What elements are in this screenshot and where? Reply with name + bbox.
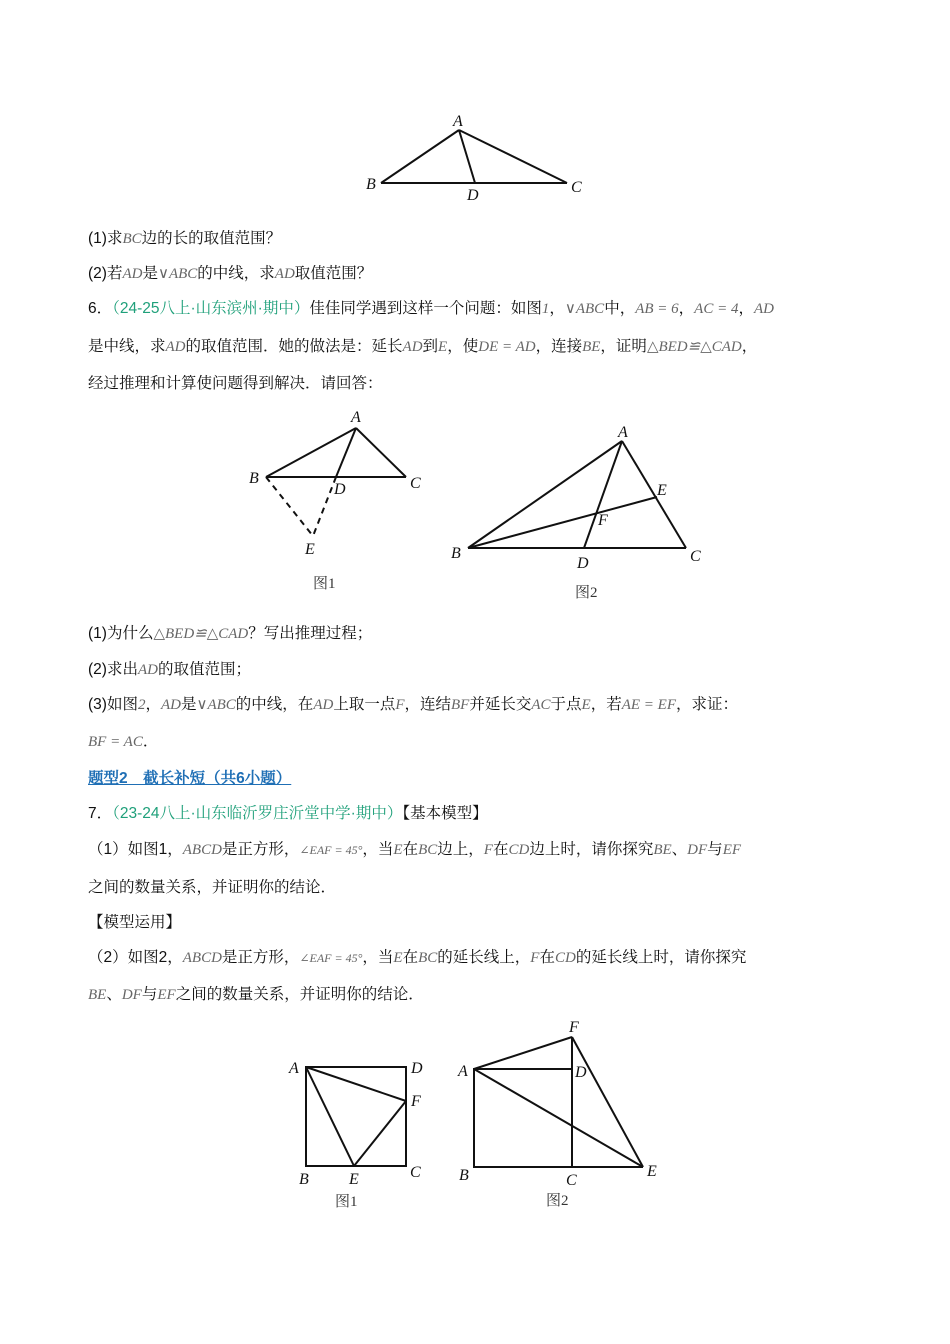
math-congruence: △BED≌△CAD xyxy=(153,626,249,642)
math-ac: AC xyxy=(531,697,551,713)
segment-af xyxy=(474,1037,572,1069)
text: (1)求 xyxy=(88,230,123,247)
label-e: E xyxy=(657,482,667,499)
text: ，连结 xyxy=(404,696,452,713)
q7-figure-1 xyxy=(288,1060,423,1210)
label-b: B xyxy=(451,545,461,562)
text: ？写出推理过程； xyxy=(248,625,373,642)
text: ，当 xyxy=(362,949,394,966)
math-ef: EF xyxy=(722,842,742,858)
label-a: A xyxy=(453,113,463,130)
text: ， xyxy=(549,300,565,317)
math-bf-ac: BF = AC xyxy=(88,734,143,750)
math-e: E xyxy=(581,697,591,713)
math-e: E xyxy=(393,950,403,966)
label-c: C xyxy=(690,548,701,565)
math-e: E xyxy=(438,339,448,355)
math-ae-ef: AE = EF xyxy=(621,697,677,713)
figure-caption: 图2 xyxy=(546,1193,569,1209)
question-source: （23-24八上·山东临沂罗庄沂堂中学·期中） xyxy=(112,805,403,822)
text: 上取一点 xyxy=(333,696,396,713)
text: 到 xyxy=(422,338,439,355)
text: ， xyxy=(738,300,754,317)
text: 在 xyxy=(402,949,419,966)
text: 边上， xyxy=(437,841,484,858)
text: ， xyxy=(145,696,161,713)
label-e: E xyxy=(349,1171,359,1188)
math-ad: AD xyxy=(160,697,181,713)
text: (2)若 xyxy=(88,265,123,282)
question-source: （24-25八上·山东滨州·期中） xyxy=(112,300,310,317)
math-triangle: ∨ABC xyxy=(196,697,236,713)
section-heading: 题型2 截长补短（共6小题） xyxy=(88,770,292,787)
text: 并延长交 xyxy=(469,696,532,713)
label-c: C xyxy=(566,1172,577,1189)
math-ad: AD xyxy=(402,339,423,355)
text: 是 xyxy=(142,265,158,282)
label-c: C xyxy=(571,179,582,196)
math-ad: AD xyxy=(165,339,186,355)
text: 取值范围？ xyxy=(294,265,373,282)
label-e: E xyxy=(305,541,315,558)
label-a: A xyxy=(458,1063,468,1080)
math-bc: BC xyxy=(418,842,438,858)
text: ． xyxy=(142,733,159,750)
text: 经过推理和计算使问题得到解决．请回答： xyxy=(88,375,383,392)
math-de: DE = AD xyxy=(478,339,536,355)
label-d: D xyxy=(411,1060,423,1077)
text: (2)求出 xyxy=(88,661,138,678)
figure-caption: 图2 xyxy=(575,585,598,601)
label-a: A xyxy=(618,424,628,441)
question-number: 7． xyxy=(88,805,113,822)
text: ，求证： xyxy=(676,696,739,713)
math-ad: AD xyxy=(313,697,334,713)
math-bc: BC xyxy=(418,950,438,966)
math-abcd: ABCD xyxy=(182,950,222,966)
math: 1 xyxy=(541,301,550,317)
segment-ae xyxy=(474,1069,643,1167)
text: （2）如图2， xyxy=(88,949,183,966)
label-b: B xyxy=(299,1171,309,1188)
math-angle: ∠EAF = 45° xyxy=(299,843,363,857)
math-be: BE xyxy=(653,842,672,858)
text: 之间的数量关系，并证明你的结论． xyxy=(88,879,337,896)
text: 与 xyxy=(141,986,158,1003)
text: 的延长线上， xyxy=(437,949,531,966)
math-e: E xyxy=(393,842,403,858)
text: 中， xyxy=(604,300,636,317)
text: 边上时，请你探究 xyxy=(529,841,654,858)
text: 之间的数量关系，并证明你的结论． xyxy=(175,986,424,1003)
label-d: D xyxy=(467,187,479,204)
text: 是正方形， xyxy=(221,841,300,858)
label-f: F xyxy=(569,1019,579,1036)
label-b: B xyxy=(249,470,259,487)
text: 、 xyxy=(106,986,122,1003)
question-number: 6． xyxy=(88,300,113,317)
text: 在 xyxy=(539,949,555,966)
text: ，证明 xyxy=(600,338,647,355)
label-f: F xyxy=(598,512,608,529)
text: (3)如图 xyxy=(88,696,138,713)
math-f: F xyxy=(483,842,493,858)
text: 的中线，求 xyxy=(197,265,275,282)
math-df: DF xyxy=(687,842,708,858)
text: 的取值范围．她的做法是：延长 xyxy=(185,338,403,355)
label-f: F xyxy=(411,1093,421,1110)
text: （1）如图1， xyxy=(88,841,183,858)
math-be: BE xyxy=(582,339,601,355)
label-d: D xyxy=(334,481,346,498)
text: 是中线，求 xyxy=(88,338,166,355)
text: ， xyxy=(741,338,758,355)
text: ， xyxy=(678,300,695,317)
math-ad: AD xyxy=(753,301,774,317)
text: (1)为什么 xyxy=(88,625,154,642)
text: 与 xyxy=(707,841,723,858)
text: ，连接 xyxy=(535,338,583,355)
label-e: E xyxy=(647,1163,657,1180)
text: 的取值范围； xyxy=(157,661,251,678)
label-b: B xyxy=(459,1167,469,1184)
figure-caption: 图1 xyxy=(335,1194,358,1210)
label-d: D xyxy=(575,1064,587,1081)
math-ab: AB = 6 xyxy=(635,301,679,317)
text: 佳佳同学遇到这样一个问题：如图 xyxy=(309,300,542,317)
math-angle: ∠EAF = 45° xyxy=(299,951,363,965)
math-df: DF xyxy=(121,987,142,1003)
math-cd: CD xyxy=(508,842,530,858)
math-ef: EF xyxy=(157,987,176,1003)
text: 边的长的取值范围？ xyxy=(141,230,282,247)
segment-ef xyxy=(354,1101,406,1166)
math-bc: BC xyxy=(122,231,142,247)
q7-figure-2 xyxy=(457,1019,657,1209)
math-be: BE xyxy=(88,987,107,1003)
label-b: B xyxy=(366,176,376,193)
text: ，若 xyxy=(590,696,622,713)
math-abcd: ABCD xyxy=(182,842,222,858)
text: 于点 xyxy=(550,696,582,713)
label-d: D xyxy=(577,555,589,572)
math-ad: AD xyxy=(137,662,158,678)
text: 的延长线上时，请你探究 xyxy=(575,949,747,966)
math-congruence: △BED≌△CAD xyxy=(646,339,742,355)
text: 的中线，在 xyxy=(235,696,314,713)
text: ，当 xyxy=(362,841,394,858)
text: 在 xyxy=(492,841,509,858)
figure-caption: 图1 xyxy=(313,576,336,592)
math-triangle: ∨ABC xyxy=(157,266,198,282)
square-abcd xyxy=(306,1067,406,1166)
text: 【模型运用】 xyxy=(88,914,182,931)
label-c: C xyxy=(410,1164,421,1181)
text: ，使 xyxy=(447,338,479,355)
math: 2 xyxy=(137,697,146,713)
label-a: A xyxy=(289,1060,299,1077)
text: 在 xyxy=(402,841,419,858)
math-f: F xyxy=(395,697,405,713)
label-a: A xyxy=(351,409,361,426)
math-ad: AD xyxy=(122,266,143,282)
math-cd: CD xyxy=(554,950,576,966)
math-ac: AC = 4 xyxy=(694,301,739,317)
text: 、 xyxy=(671,841,688,858)
math-f: F xyxy=(530,950,540,966)
math-bf: BF xyxy=(451,697,470,713)
math-triangle: ∨ABC xyxy=(564,301,605,317)
text: 是 xyxy=(180,696,197,713)
text: 【基本模型】 xyxy=(402,805,488,822)
label-c: C xyxy=(410,475,421,492)
math-ad: AD xyxy=(274,266,295,282)
text: 是正方形， xyxy=(221,949,300,966)
